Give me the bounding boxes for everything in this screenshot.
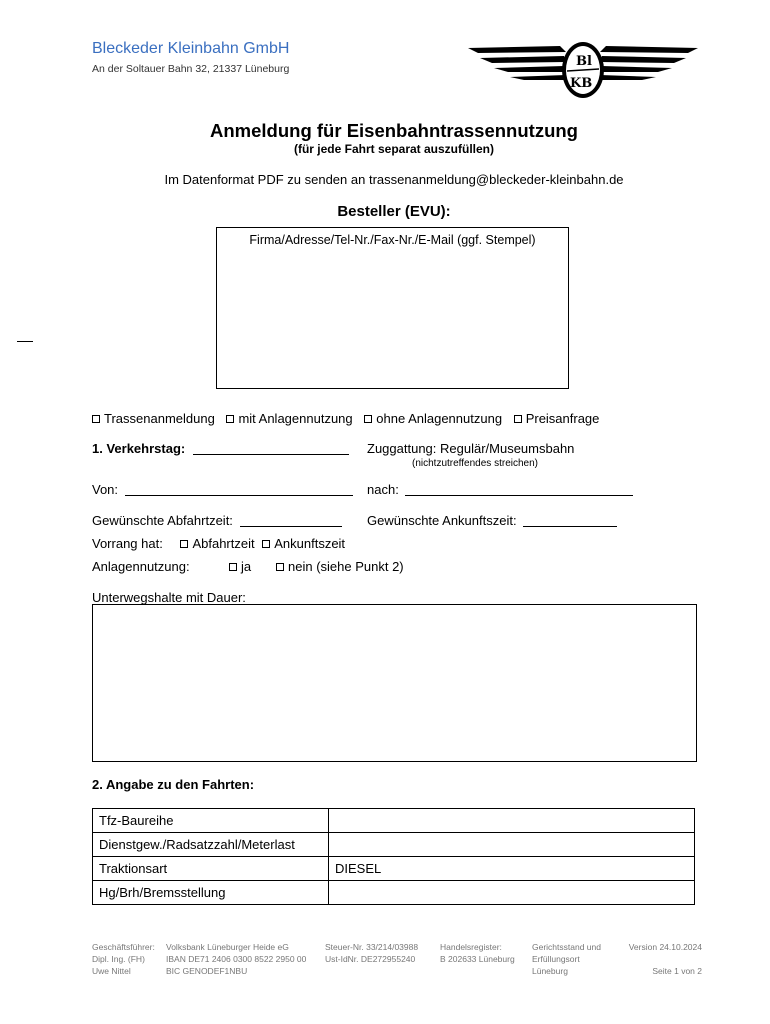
table-label-cell: Hg/Brh/Bremsstellung bbox=[93, 881, 329, 905]
table-value-cell[interactable] bbox=[329, 881, 695, 905]
priority-label: Vorrang hat: bbox=[92, 536, 163, 551]
option-label: nein (siehe Punkt 2) bbox=[288, 559, 404, 574]
footer-line: Geschäftsführer: bbox=[92, 942, 155, 952]
to-label: nach: bbox=[367, 482, 399, 497]
checkbox-icon[interactable] bbox=[514, 415, 522, 423]
to-field[interactable] bbox=[405, 483, 633, 496]
orderer-input-box[interactable] bbox=[216, 227, 569, 389]
logo-letters-bottom: KB bbox=[570, 76, 593, 91]
footer-register bbox=[440, 941, 515, 965]
table-value-cell[interactable] bbox=[329, 833, 695, 857]
option-label: ohne Anlagennutzung bbox=[376, 411, 503, 426]
table-row bbox=[93, 809, 695, 833]
train-type-label: Zuggattung: Regulär/Museumsbahn bbox=[367, 441, 575, 456]
checkbox-icon[interactable] bbox=[92, 415, 100, 423]
footer-version: Version 24.10.2024 bbox=[628, 942, 702, 952]
table-value-cell[interactable]: DIESEL bbox=[329, 857, 695, 881]
from-label: Von: bbox=[92, 482, 119, 497]
form-subtitle: (für jede Fahrt separat auszufüllen) bbox=[293, 142, 495, 156]
arrival-row bbox=[367, 513, 617, 528]
arrival-label: Gewünschte Ankunftszeit: bbox=[367, 513, 517, 528]
traffic-day-row bbox=[92, 441, 349, 456]
option-label: ja bbox=[241, 559, 252, 574]
form-title: Anmeldung für Eisenbahntrassennutzung bbox=[210, 120, 578, 141]
facility-label: Anlagennutzung: bbox=[92, 559, 190, 574]
table-label-cell: Dienstgew./Radsatzzahl/Meterlast bbox=[93, 833, 329, 857]
option-trassenanmeldung[interactable] bbox=[92, 411, 215, 426]
table-row bbox=[93, 833, 695, 857]
arrival-field[interactable] bbox=[523, 514, 617, 527]
footer-line: BIC GENODEF1NBU bbox=[166, 966, 248, 976]
company-address: An der Soltauer Bahn 32, 21337 Lüneburg bbox=[92, 63, 290, 75]
orderer-heading: Besteller (EVU): bbox=[337, 203, 451, 220]
logo-letters-top: Bl bbox=[576, 54, 592, 69]
footer-line: Gerichtsstand und bbox=[532, 942, 601, 952]
footer-line: Ust-IdNr. DE272955240 bbox=[325, 954, 416, 964]
checkbox-icon[interactable] bbox=[229, 563, 237, 571]
footer-line: B 202633 Lüneburg bbox=[440, 954, 515, 964]
priority-departure-option[interactable] bbox=[180, 536, 254, 551]
option-label: Preisanfrage bbox=[525, 411, 600, 426]
send-instruction: Im Datenformat PDF zu senden an trassenanmeldung@bleckeder-kleinbahn.de bbox=[164, 172, 624, 187]
footer-line: Volksbank Lüneburger Heide eG bbox=[166, 942, 289, 952]
footer-managing-director bbox=[92, 941, 155, 977]
footer-jurisdiction bbox=[532, 941, 601, 977]
table-label-cell: Tfz-Baureihe bbox=[93, 809, 329, 833]
footer-line: Erfüllungsort bbox=[532, 954, 580, 964]
table-value-cell[interactable] bbox=[329, 809, 695, 833]
option-ohne-anlagennutzung[interactable] bbox=[364, 411, 502, 426]
departure-field[interactable] bbox=[240, 514, 342, 527]
stops-input-box[interactable] bbox=[92, 604, 697, 762]
option-label: Abfahrtzeit bbox=[192, 536, 255, 551]
from-field[interactable] bbox=[125, 483, 353, 496]
margin-mark bbox=[17, 341, 33, 342]
option-label: Trassenanmeldung bbox=[104, 411, 215, 426]
facility-yes-option[interactable] bbox=[229, 559, 251, 574]
to-row bbox=[367, 482, 633, 497]
section2-label: 2. Angabe zu den Fahrten: bbox=[92, 777, 255, 792]
orderer-box-label: Firma/Adresse/Tel-Nr./Fax-Nr./E-Mail (ggf. Stempel) bbox=[249, 233, 536, 247]
checkbox-icon[interactable] bbox=[276, 563, 284, 571]
checkbox-icon[interactable] bbox=[262, 540, 270, 548]
footer-bank bbox=[166, 941, 306, 977]
company-name: Bleckeder Kleinbahn GmbH bbox=[92, 40, 290, 57]
footer-line: Uwe Nittel bbox=[92, 966, 131, 976]
departure-label: Gewünschte Abfahrtzeit: bbox=[92, 513, 233, 528]
footer-line: Lüneburg bbox=[532, 966, 568, 976]
section1-label: 1. Verkehrstag: bbox=[92, 441, 186, 456]
priority-row bbox=[92, 536, 345, 551]
traffic-day-field[interactable] bbox=[193, 442, 349, 455]
option-label: mit Anlagennutzung bbox=[238, 411, 353, 426]
table-row bbox=[93, 857, 695, 881]
company-logo bbox=[468, 40, 698, 104]
option-label: Ankunftszeit bbox=[274, 536, 346, 551]
checkbox-icon[interactable] bbox=[226, 415, 234, 423]
facility-no-option[interactable] bbox=[276, 559, 404, 574]
table-label-cell: Traktionsart bbox=[93, 857, 329, 881]
train-data-table bbox=[92, 808, 695, 905]
footer-line: IBAN DE71 2406 0300 8522 2950 00 bbox=[166, 954, 307, 964]
footer-line: Steuer-Nr. 33/214/03988 bbox=[325, 942, 419, 952]
footer-line: Handelsregister: bbox=[440, 942, 502, 952]
table-row bbox=[93, 881, 695, 905]
from-row bbox=[92, 482, 353, 497]
footer-line: Dipl. Ing. (FH) bbox=[92, 954, 145, 964]
departure-row bbox=[92, 513, 342, 528]
request-type-options bbox=[92, 411, 607, 426]
stops-label: Unterwegshalte mit Dauer: bbox=[92, 590, 246, 605]
footer-tax bbox=[325, 941, 418, 965]
priority-arrival-option[interactable] bbox=[262, 536, 345, 551]
footer-version-page bbox=[629, 941, 702, 977]
option-preisanfrage[interactable] bbox=[514, 411, 600, 426]
checkbox-icon[interactable] bbox=[180, 540, 188, 548]
train-type-note: (nichtzutreffendes streichen) bbox=[412, 458, 538, 469]
footer-page-number: Seite 1 von 2 bbox=[652, 966, 702, 976]
checkbox-icon[interactable] bbox=[364, 415, 372, 423]
option-mit-anlagennutzung[interactable] bbox=[226, 411, 352, 426]
